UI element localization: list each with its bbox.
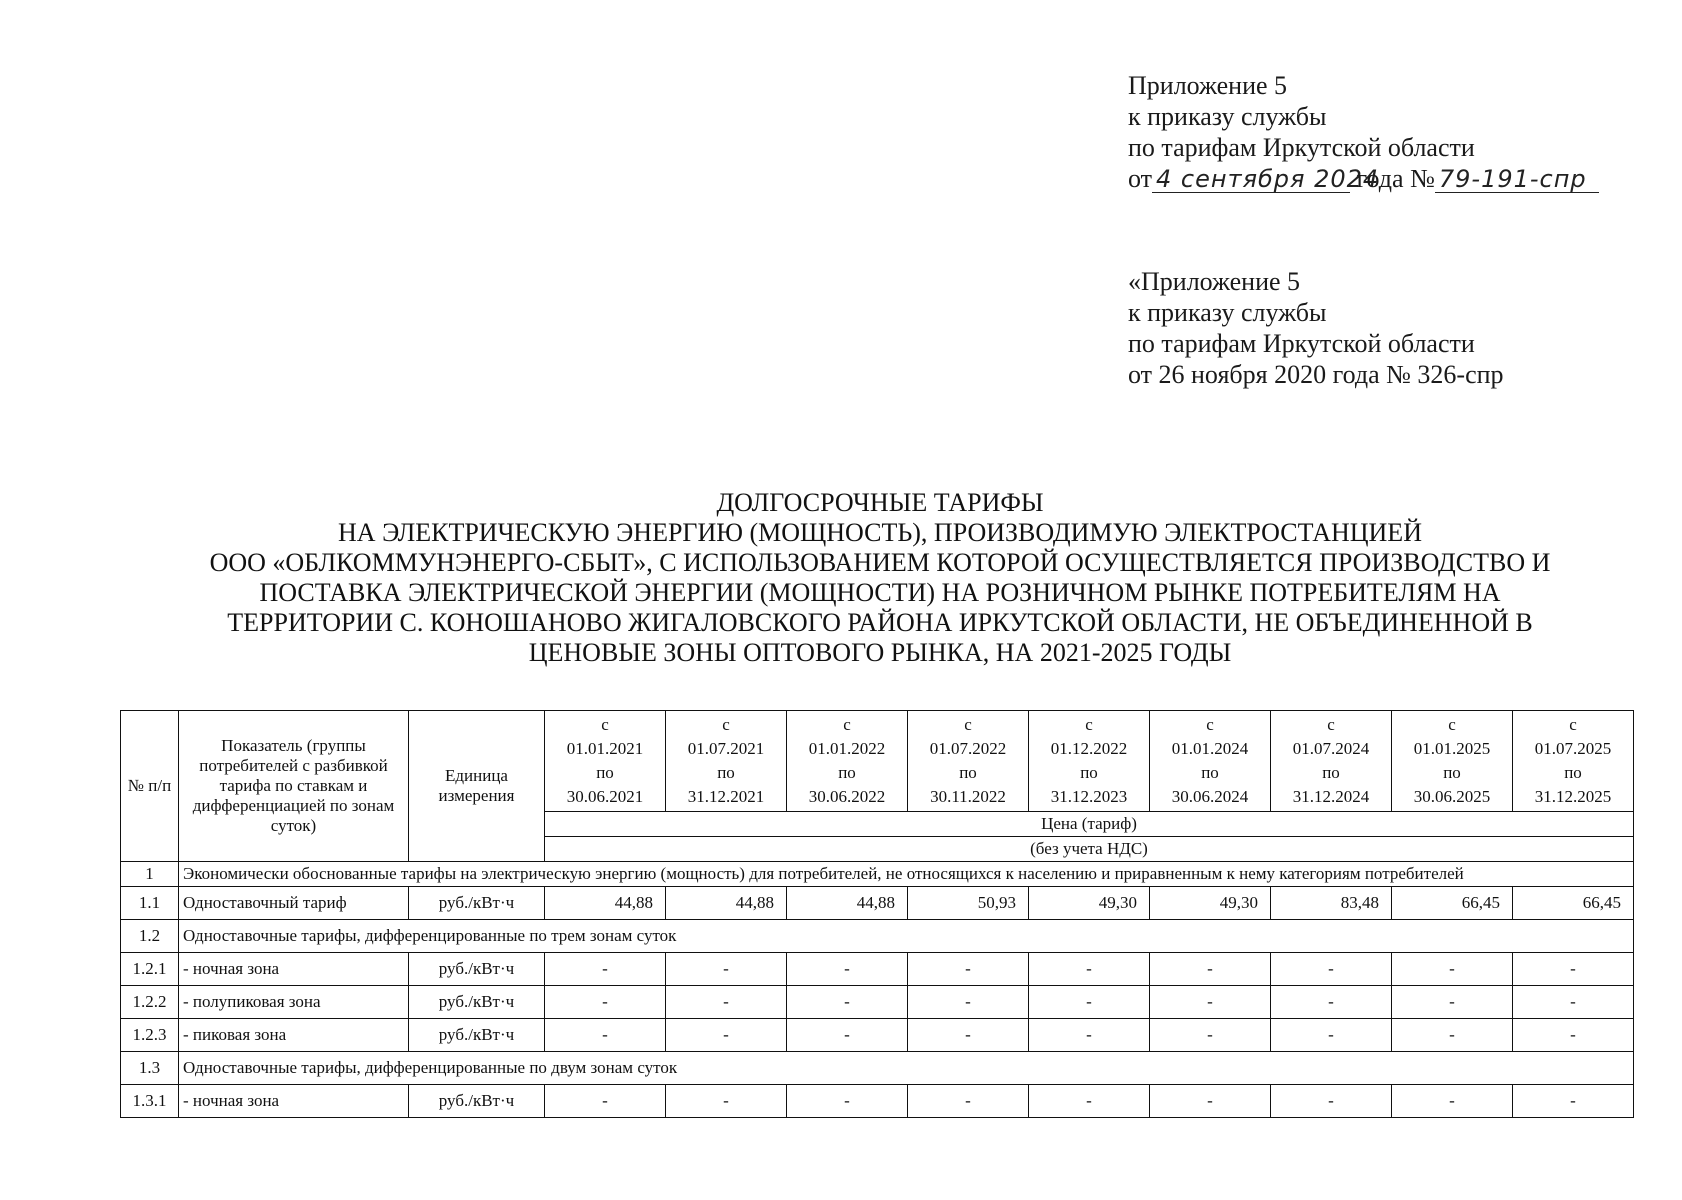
appendix-year-word: года №	[1356, 164, 1435, 193]
row-unit: руб./кВт·ч	[409, 1085, 545, 1118]
header-period: с 01.01.2022 по 30.06.2022	[787, 711, 908, 812]
handwritten-date: 4 сентября 2024	[1152, 166, 1350, 193]
title-line: ПОСТАВКА ЭЛЕКТРИЧЕСКОЙ ЭНЕРГИИ (МОЩНОСТИ) НА РОЗНИЧНОМ РЫНКЕ ПОТРЕБИТЕЛЯМ НА	[259, 578, 1501, 607]
row-num: 1.1	[121, 887, 179, 920]
row-value: -	[545, 1019, 666, 1052]
row-value: -	[1513, 1019, 1634, 1052]
appendix-prefix: от	[1128, 164, 1153, 193]
appendix-header-new	[1128, 70, 1648, 194]
row-value: -	[666, 1019, 787, 1052]
row-num: 1.2	[121, 920, 179, 953]
header-period: с 01.12.2022 по 31.12.2023	[1029, 711, 1150, 812]
row-unit: руб./кВт·ч	[409, 986, 545, 1019]
row-num: 1.3	[121, 1052, 179, 1085]
row-value: 44,88	[787, 887, 908, 920]
row-unit: руб./кВт·ч	[409, 887, 545, 920]
row-value: -	[1271, 1085, 1392, 1118]
header-unit: Единица измерения	[409, 711, 545, 862]
table-row	[121, 953, 1634, 986]
row-value: -	[908, 986, 1029, 1019]
header-period: с 01.01.2025 по 30.06.2025	[1392, 711, 1513, 812]
table-header-row	[121, 711, 1634, 812]
row-value: 83,48	[1271, 887, 1392, 920]
row-label: - пиковая зона	[179, 1019, 409, 1052]
appendix-line: к приказу службы	[1128, 298, 1327, 327]
header-period: с 01.07.2021 по 31.12.2021	[666, 711, 787, 812]
row-value: -	[1029, 1019, 1150, 1052]
table-row	[121, 862, 1634, 887]
row-num: 1.2.2	[121, 986, 179, 1019]
row-num: 1.3.1	[121, 1085, 179, 1118]
handwritten-number: 79-191-спр	[1435, 166, 1599, 193]
row-value: -	[1513, 986, 1634, 1019]
row-num: 1.2.1	[121, 953, 179, 986]
row-value: -	[1029, 1085, 1150, 1118]
row-label: Одноставочные тарифы, дифференцированные по двум зонам суток	[179, 1052, 1634, 1085]
row-value: -	[545, 986, 666, 1019]
row-label: - ночная зона	[179, 1085, 409, 1118]
table-row	[121, 986, 1634, 1019]
row-value: 49,30	[1029, 887, 1150, 920]
row-value: -	[1513, 1085, 1634, 1118]
row-num: 1	[121, 862, 179, 887]
row-unit: руб./кВт·ч	[409, 1019, 545, 1052]
row-value: -	[787, 953, 908, 986]
document-title	[120, 488, 1640, 668]
row-label: Экономически обоснованные тарифы на электрическую энергию (мощность) для потребителей, не относящихся к населению и приравненным к нему категориям потребителей	[179, 862, 1634, 887]
appendix-date-line	[1128, 163, 1648, 194]
header-period: с 01.07.2025 по 31.12.2025	[1513, 711, 1634, 812]
title-line: НА ЭЛЕКТРИЧЕСКУЮ ЭНЕРГИЮ (МОЩНОСТЬ), ПРОИЗВОДИМУЮ ЭЛЕКТРОСТАНЦИЕЙ	[338, 518, 1422, 547]
row-value: -	[1029, 953, 1150, 986]
appendix-line: к приказу службы	[1128, 102, 1327, 131]
title-line: ТЕРРИТОРИИ С. КОНОШАНОВО ЖИГАЛОВСКОГО РАЙОНА ИРКУТСКОЙ ОБЛАСТИ, НЕ ОБЪЕДИНЕННОЙ В	[227, 608, 1533, 637]
row-value: -	[1029, 986, 1150, 1019]
row-value: -	[1271, 953, 1392, 986]
row-label: Одноставочные тарифы, дифференцированные по трем зонам суток	[179, 920, 1634, 953]
row-value: 44,88	[545, 887, 666, 920]
appendix-header-old	[1128, 266, 1648, 390]
row-value: -	[1513, 953, 1634, 986]
row-value: -	[787, 1085, 908, 1118]
row-num: 1.2.3	[121, 1019, 179, 1052]
appendix-line: от 26 ноября 2020 года № 326-спр	[1128, 360, 1504, 389]
row-value: 44,88	[666, 887, 787, 920]
row-value: -	[1271, 1019, 1392, 1052]
row-unit: руб./кВт·ч	[409, 953, 545, 986]
table-row	[121, 920, 1634, 953]
row-value: -	[1392, 1019, 1513, 1052]
header-period: с 01.07.2024 по 31.12.2024	[1271, 711, 1392, 812]
row-label: - ночная зона	[179, 953, 409, 986]
appendix-line: по тарифам Иркутской области	[1128, 133, 1475, 162]
title-line: ООО «ОБЛКОММУНЭНЕРГО-СБЫТ», С ИСПОЛЬЗОВАНИЕМ КОТОРОЙ ОСУЩЕСТВЛЯЕТСЯ ПРОИЗВОДСТВО И	[209, 548, 1551, 577]
row-value: -	[1392, 1085, 1513, 1118]
header-period: с 01.07.2022 по 30.11.2022	[908, 711, 1029, 812]
appendix-line: Приложение 5	[1128, 71, 1288, 100]
tariff-table	[120, 710, 1634, 1118]
row-value: -	[908, 953, 1029, 986]
row-value: -	[1150, 953, 1271, 986]
header-vat: (без учета НДС)	[545, 837, 1634, 862]
title-line: ДОЛГОСРОЧНЫЕ ТАРИФЫ	[716, 488, 1044, 517]
header-period: с 01.01.2024 по 30.06.2024	[1150, 711, 1271, 812]
row-value: -	[787, 1019, 908, 1052]
row-value: -	[1392, 986, 1513, 1019]
table-row	[121, 887, 1634, 920]
row-value: -	[545, 953, 666, 986]
row-value: -	[787, 986, 908, 1019]
header-num: № п/п	[121, 711, 179, 862]
row-value: 66,45	[1513, 887, 1634, 920]
table-row	[121, 1052, 1634, 1085]
header-price: Цена (тариф)	[545, 812, 1634, 837]
appendix-line: «Приложение 5	[1128, 267, 1301, 296]
row-value: -	[1150, 1019, 1271, 1052]
row-value: -	[666, 953, 787, 986]
row-value: -	[545, 1085, 666, 1118]
row-value: -	[908, 1085, 1029, 1118]
title-line: ЦЕНОВЫЕ ЗОНЫ ОПТОВОГО РЫНКА, НА 2021-2025 ГОДЫ	[528, 638, 1232, 667]
table-row	[121, 1019, 1634, 1052]
row-value: -	[1150, 986, 1271, 1019]
row-value: 50,93	[908, 887, 1029, 920]
header-indicator: Показатель (группы потребителей с разбивкой тарифа по ставкам и дифференциацией по зонам суток)	[179, 711, 409, 862]
table-row	[121, 1085, 1634, 1118]
header-period: с 01.01.2021 по 30.06.2021	[545, 711, 666, 812]
row-value: -	[1392, 953, 1513, 986]
row-label: - полупиковая зона	[179, 986, 409, 1019]
row-label: Одноставочный тариф	[179, 887, 409, 920]
row-value: -	[1150, 1085, 1271, 1118]
row-value: -	[666, 986, 787, 1019]
row-value: -	[666, 1085, 787, 1118]
row-value: 66,45	[1392, 887, 1513, 920]
row-value: -	[908, 1019, 1029, 1052]
row-value: 49,30	[1150, 887, 1271, 920]
row-value: -	[1271, 986, 1392, 1019]
appendix-line: по тарифам Иркутской области	[1128, 329, 1475, 358]
